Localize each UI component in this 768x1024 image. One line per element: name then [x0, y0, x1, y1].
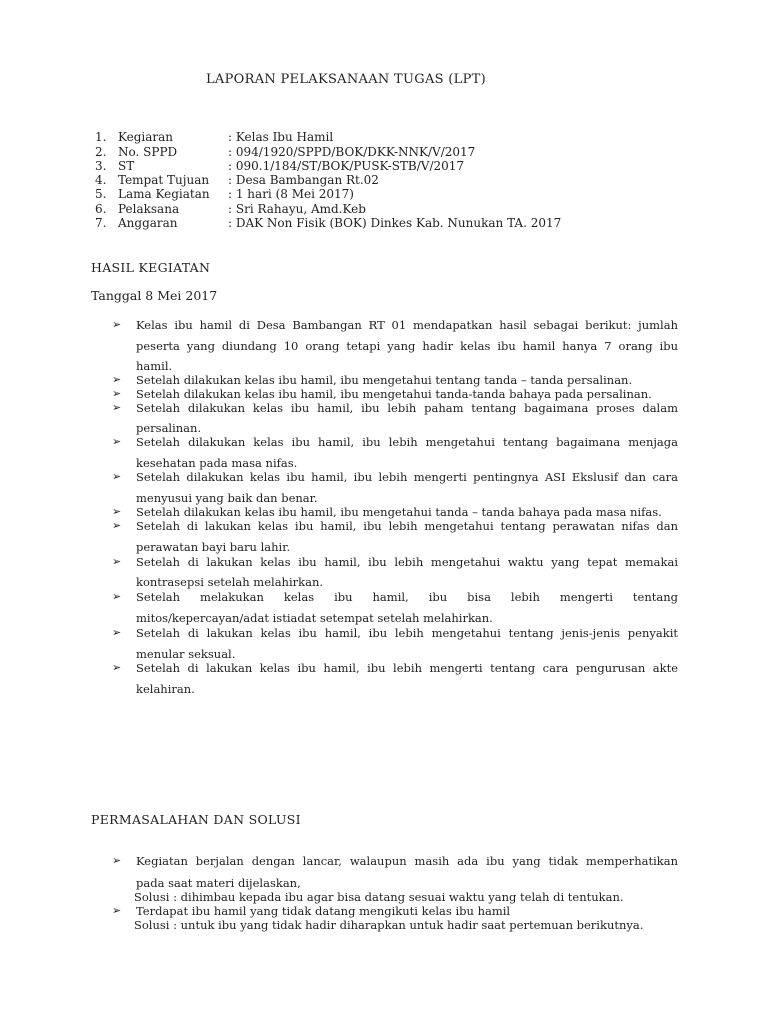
item-line: kesehatan pada masa nifas. — [136, 456, 298, 470]
meta-label: Kegiaran — [118, 130, 174, 144]
meta-value: : 090.1/184/ST/BOK/PUSK-STB/V/2017 — [228, 159, 465, 173]
hasil-heading: HASIL KEGIATAN — [91, 260, 211, 275]
item-line: Setelah dilakukan kelas ibu hamil, ibu mengetahui tentang tanda – tanda persalinan. — [136, 373, 633, 387]
arrow-bullet-icon: ➢ — [112, 590, 122, 603]
item-line: kontrasepsi setelah melahirkan. — [136, 575, 324, 589]
arrow-bullet-icon: ➢ — [112, 519, 122, 532]
arrow-bullet-icon: ➢ — [112, 401, 122, 414]
solusi-line: Solusi : dihimbau kepada ibu agar bisa datang sesuai waktu yang telah di tentukan. — [134, 890, 624, 904]
document-title: LAPORAN PELAKSANAAN TUGAS (LPT) — [206, 72, 486, 87]
arrow-bullet-icon: ➢ — [112, 854, 122, 867]
item-line: menular seksual. — [136, 647, 236, 661]
meta-number: 6. — [95, 202, 107, 216]
item-line: peserta yang diundang 10 orang tetapi yang hadir kelas ibu hamil hanya 7 orang ibu — [136, 339, 678, 353]
arrow-bullet-icon: ➢ — [112, 626, 122, 639]
item-line: Setelah dilakukan kelas ibu hamil, ibu lebih paham tentang bagaimana proses dalam — [136, 401, 678, 415]
item-line: Setelah di lakukan kelas ibu hamil, ibu lebih mengetahui tentang jenis-jenis penyakit — [136, 626, 678, 640]
report-date: Tanggal 8 Mei 2017 — [91, 288, 218, 303]
meta-label: Lama Kegiatan — [118, 187, 210, 201]
item-line: Kegiatan berjalan dengan lancar, walaupun masih ada ibu yang tidak memperhatikan — [136, 854, 678, 868]
meta-label: ST — [118, 159, 135, 173]
arrow-bullet-icon: ➢ — [112, 373, 122, 386]
item-line: kelahiran. — [136, 682, 195, 696]
meta-value: : Kelas Ibu Hamil — [228, 130, 334, 144]
meta-number: 3. — [95, 159, 107, 173]
item-line: persalinan. — [136, 421, 202, 435]
item-line: Setelah di lakukan kelas ibu hamil, ibu lebih mengerti tentang cara pengurusan akte — [136, 661, 678, 675]
item-line: Setelah dilakukan kelas ibu hamil, ibu lebih mengetahui tentang bagaimana menjaga — [136, 435, 678, 449]
item-line: Kelas ibu hamil di Desa Bambangan RT 01 mendapatkan hasil sebagai berikut: jumlah — [136, 318, 678, 332]
meta-label: No. SPPD — [118, 145, 178, 159]
item-line: Setelah dilakukan kelas ibu hamil, ibu lebih mengerti pentingnya ASI Ekslusif dan cara — [136, 470, 678, 484]
item-line: Setelah dilakukan kelas ibu hamil, ibu mengetahui tanda – tanda bahaya pada masa nifas. — [136, 505, 662, 519]
item-line: menyusui yang baik dan benar. — [136, 491, 318, 505]
meta-number: 1. — [95, 130, 107, 144]
arrow-bullet-icon: ➢ — [112, 318, 122, 331]
meta-number: 2. — [95, 145, 107, 159]
meta-label: Anggaran — [118, 216, 178, 230]
item-line: hamil. — [136, 359, 173, 373]
meta-value: : Sri Rahayu, Amd.Keb — [228, 202, 366, 216]
item-line: Setelah melakukan kelas ibu hamil, ibu bisa lebih mengerti tentang — [136, 590, 678, 604]
item-line: perawatan bayi baru lahir. — [136, 540, 291, 554]
solusi-line: Solusi : untuk ibu yang tidak hadir diharapkan untuk hadir saat pertemuan berikutnya. — [134, 918, 644, 932]
item-line: mitos/kepercayan/adat istiadat setempat setelah melahirkan. — [136, 611, 493, 625]
arrow-bullet-icon: ➢ — [112, 904, 122, 917]
meta-number: 5. — [95, 187, 107, 201]
meta-number: 4. — [95, 173, 107, 187]
item-line: Setelah dilakukan kelas ibu hamil, ibu mengetahui tanda-tanda bahaya pada persalinan. — [136, 387, 652, 401]
item-line: Setelah di lakukan kelas ibu hamil, ibu lebih mengetahui waktu yang tepat memakai — [136, 555, 678, 569]
item-line: pada saat materi dijelaskan, — [136, 876, 301, 890]
arrow-bullet-icon: ➢ — [112, 661, 122, 674]
arrow-bullet-icon: ➢ — [112, 505, 122, 518]
meta-number: 7. — [95, 216, 107, 230]
meta-value: : 094/1920/SPPD/BOK/DKK-NNK/V/2017 — [228, 145, 476, 159]
item-line: Terdapat ibu hamil yang tidak datang mengikuti kelas ibu hamil — [136, 904, 511, 918]
meta-label: Tempat Tujuan — [118, 173, 210, 187]
meta-label: Pelaksana — [118, 202, 180, 216]
meta-value: : DAK Non Fisik (BOK) Dinkes Kab. Nunukan TA. 2017 — [228, 216, 562, 230]
permasalahan-heading: PERMASALAHAN DAN SOLUSI — [91, 812, 301, 827]
item-line: Setelah di lakukan kelas ibu hamil, ibu lebih mengetahui tentang perawatan nifas dan — [136, 519, 678, 533]
arrow-bullet-icon: ➢ — [112, 435, 122, 448]
arrow-bullet-icon: ➢ — [112, 555, 122, 568]
meta-value: : Desa Bambangan Rt.02 — [228, 173, 379, 187]
meta-value: : 1 hari (8 Mei 2017) — [228, 187, 354, 201]
arrow-bullet-icon: ➢ — [112, 470, 122, 483]
arrow-bullet-icon: ➢ — [112, 387, 122, 400]
